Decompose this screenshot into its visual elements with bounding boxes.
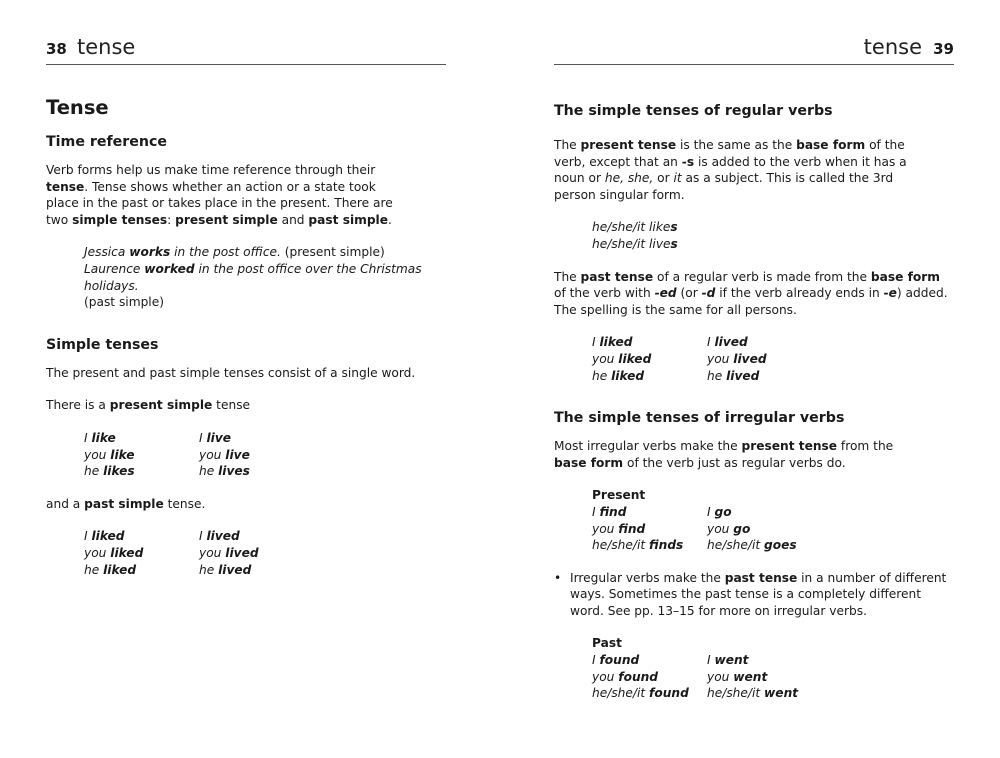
conjugation-row: you liked	[84, 545, 144, 560]
paragraph-irregular-present: Most irregular verbs make the present tense from the base form of the verb just as regular verbs do.	[554, 439, 894, 470]
conjugation-row: you find	[592, 521, 646, 536]
example-sentence: Jessica works in the post office. (present simple)	[84, 245, 385, 260]
conjugation-column	[199, 528, 314, 578]
example-block	[84, 244, 424, 310]
conjugation-row: you like	[84, 447, 135, 462]
running-head: tense	[77, 35, 136, 59]
conjugation-column	[592, 652, 707, 702]
bullet-item	[554, 570, 949, 620]
conjugation-row: you lived	[707, 351, 767, 366]
left-page	[46, 0, 446, 758]
running-head: tense	[863, 35, 922, 59]
table-label: Past	[592, 636, 622, 651]
conjugation-row: he likes	[84, 464, 135, 479]
left-page-content	[46, 96, 446, 578]
conjugation-table-irregular-past	[592, 652, 954, 702]
conjugation-row: he/she/it went	[707, 686, 799, 701]
conjugation-row: he/she/it goes	[707, 538, 797, 553]
section-heading: The simple tenses of irregular verbs	[554, 410, 845, 427]
conjugation-table-regular-past	[592, 334, 954, 384]
conjugation-row: you live	[199, 447, 250, 462]
paragraph-past-tense: The past tense of a regular verb is made from the base form of the verb with -ed (or -d if the verb already ends in -e) added. The spelling is the same for all persons.	[554, 269, 948, 317]
paragraph: There is a present simple tense	[46, 398, 251, 413]
page-number: 38	[46, 40, 67, 58]
conjugation-row: I lived	[199, 529, 240, 544]
conjugation-column	[592, 504, 707, 554]
conjugation-row: you went	[707, 669, 768, 684]
example-row: he/she/it lives	[592, 236, 678, 251]
conjugation-row: you found	[592, 669, 659, 684]
section-heading: The simple tenses of regular verbs	[554, 103, 833, 119]
table-label: Present	[592, 488, 646, 503]
conjugation-row: he/she/it finds	[592, 538, 684, 553]
section-heading: Simple tenses	[46, 336, 159, 353]
conjugation-column	[84, 528, 199, 578]
third-person-examples	[592, 219, 954, 252]
example-sentence: Laurence worked in the post office over the Christmas holidays. (past simple)	[84, 261, 422, 310]
conjugation-row: he lived	[707, 368, 760, 383]
conjugation-row: he lived	[199, 562, 252, 577]
conjugation-row: I lived	[707, 335, 748, 350]
conjugation-table-irregular-present	[592, 504, 954, 554]
conjugation-row: you lived	[199, 545, 259, 560]
conjugation-column	[707, 334, 822, 384]
bullet-icon: •	[554, 570, 562, 585]
conjugation-row: I live	[199, 430, 232, 445]
conjugation-row: he liked	[84, 562, 137, 577]
conjugation-column	[199, 430, 314, 480]
conjugation-table-present	[84, 430, 446, 480]
conjugation-row: I liked	[84, 529, 125, 544]
paragraph-present-tense: The present tense is the same as the base form of the verb, except that an -s is added to the verb when it has a noun or he, she, or it as a subject. This is called the 3rd person singular form.	[554, 138, 907, 202]
right-page-content	[554, 101, 954, 702]
conjugation-row: you liked	[592, 351, 652, 366]
conjugation-row: I like	[84, 430, 116, 445]
conjugation-column	[592, 334, 707, 384]
page-number: 39	[933, 40, 954, 58]
conjugation-column	[707, 652, 822, 702]
conjugation-row: I go	[707, 504, 732, 519]
paragraph: The present and past simple tenses consist of a single word.	[46, 365, 416, 380]
conjugation-row: you go	[707, 521, 751, 536]
conjugation-row: I find	[592, 504, 627, 519]
example-row: he/she/it likes	[592, 220, 678, 235]
bullet-text: Irregular verbs make the past tense in a number of different ways. Sometimes the past tense is a completely different word. See pp. 13–15 for more on irregular verbs.	[570, 570, 947, 618]
conjugation-table-past	[84, 528, 446, 578]
conjugation-row: he lives	[199, 464, 250, 479]
right-page-header	[554, 34, 954, 65]
conjugation-row: he/she/it found	[592, 686, 689, 701]
conjugation-column	[84, 430, 199, 480]
conjugation-row: he liked	[592, 368, 645, 383]
conjugation-row: I found	[592, 653, 640, 668]
conjugation-row: I liked	[592, 335, 633, 350]
paragraph-time-reference: Verb forms help us make time reference through their tense. Tense shows whether an action or a state took place in the past or takes place in the present. There are two simple tenses: present simple and past simple.	[46, 163, 393, 227]
paragraph: and a past simple tense.	[46, 496, 206, 511]
conjugation-row: I went	[707, 653, 749, 668]
section-heading: Time reference	[46, 134, 168, 150]
right-page	[554, 0, 954, 758]
left-page-header	[46, 34, 446, 65]
conjugation-column	[707, 504, 822, 554]
page-title: Tense	[46, 96, 109, 119]
